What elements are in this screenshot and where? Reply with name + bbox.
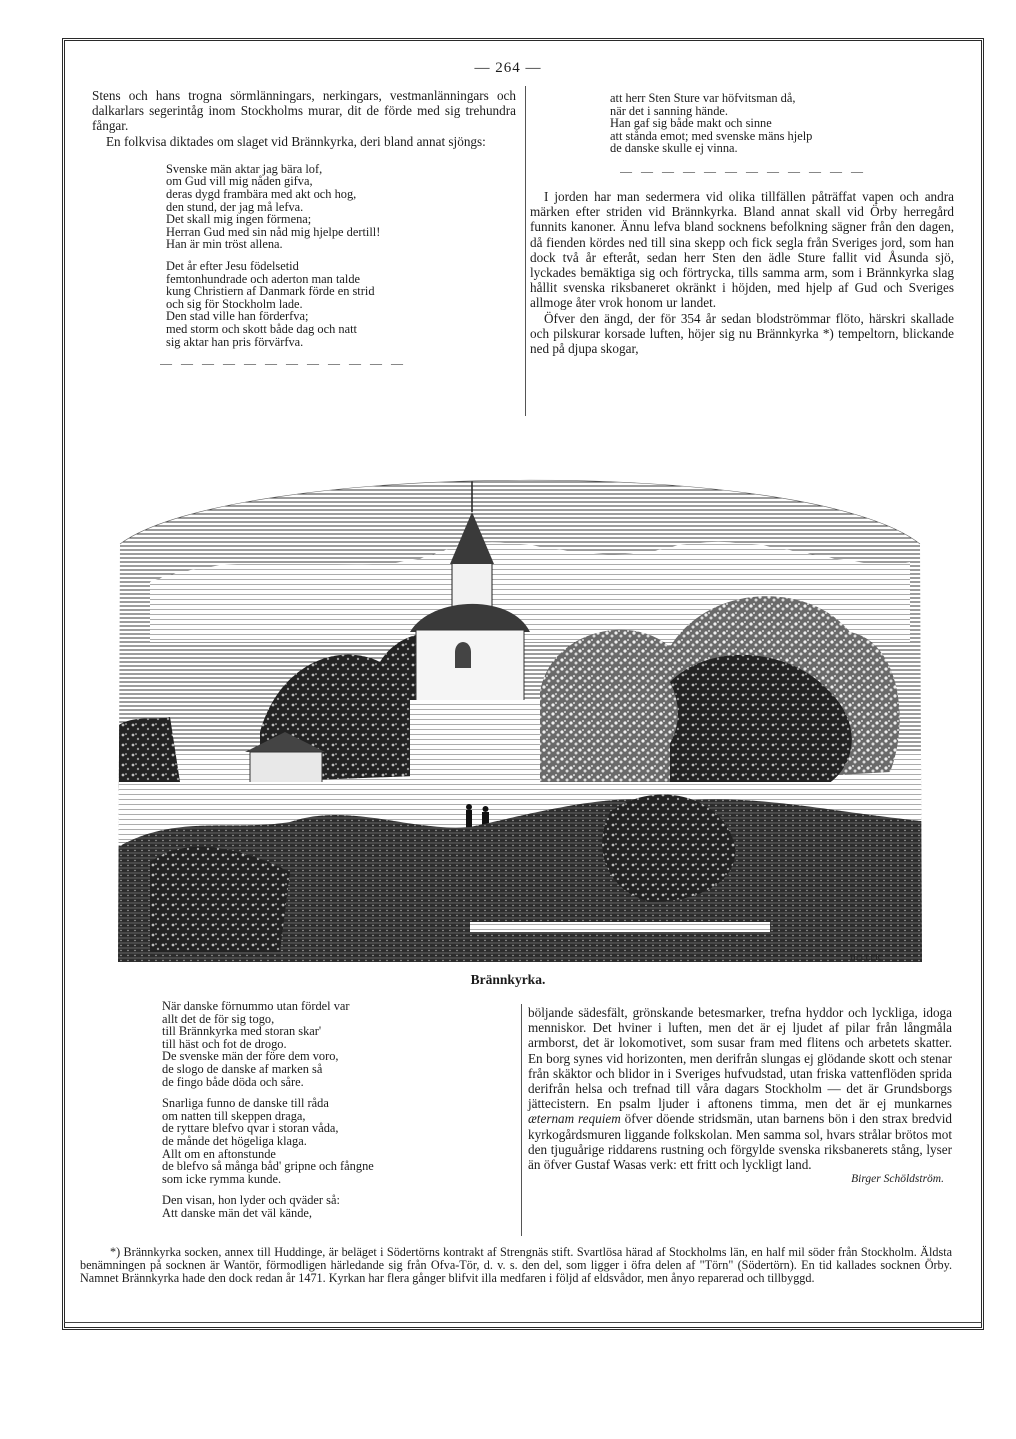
verse-block bbox=[610, 92, 954, 155]
stanza bbox=[162, 1000, 482, 1088]
church-engraving bbox=[110, 432, 930, 970]
verse-line: till Brännkyrka med storan skar' bbox=[162, 1024, 322, 1039]
verse-line: Det skall mig ingen förmena; bbox=[166, 212, 312, 227]
bottom-rule bbox=[64, 1322, 982, 1323]
verse-line: Han gaf sig både makt och sinne bbox=[610, 116, 772, 131]
stanza bbox=[162, 1097, 482, 1185]
verse-block bbox=[160, 161, 516, 370]
verse-line: Att danske män det väl kände, bbox=[162, 1205, 313, 1220]
verse-line: och sig för Stockholm lade. bbox=[166, 296, 303, 311]
verse-line: Allt om en aftonstunde bbox=[162, 1146, 276, 1161]
footnote-text: *) Brännkyrka socken, annex till Huddinge, är beläget i Södertörns kontrakt af Strengnäs stift. Svartlösa härad af Stockholms län, en half mil söder från Stockholm. Äldsta benämningen på socknen är Wantör, förmodligen härledande sig från Ofva-Tör, d. v. s. den del, som ligger i öfra delen af "Törn" (Södertörn). En tid kallades socknen Örby. Namnet Brännkyrka hade den dock redan år 1471. Kyrkan har flera gånger blifvit illa medfaren i följd af eldsvådor, men ånyo reparerad och tillbyggd. bbox=[80, 1245, 952, 1285]
footnote bbox=[80, 1246, 952, 1284]
verse-line: när det i sanning hände. bbox=[610, 103, 729, 118]
verse-line: om Gud vill mig nåden gifva, bbox=[166, 174, 313, 189]
verse-line: de fingo både döda och såre. bbox=[162, 1074, 304, 1089]
verse-line: att herr Sten Sture var höfvitsman då, bbox=[610, 91, 796, 105]
verse-line: femtonhundrade och aderton man talde bbox=[166, 271, 361, 286]
illustration-caption: Brännkyrka. bbox=[470, 972, 546, 987]
stanza bbox=[162, 1194, 482, 1219]
right-bottom-column bbox=[528, 1005, 952, 1187]
verse-line: allt det de för sig togo, bbox=[162, 1011, 275, 1026]
verse-line: De svenske män der före dem voro, bbox=[162, 1049, 339, 1064]
section-divider: — — — — — — — — — — — — bbox=[620, 164, 866, 177]
verse-line: om natten till skeppen draga, bbox=[162, 1108, 306, 1123]
verse-line: de danske skulle ej vinna. bbox=[610, 141, 738, 156]
left-top-column bbox=[92, 88, 516, 369]
latin-phrase: æternam requiem bbox=[528, 1111, 621, 1127]
column-rule bbox=[521, 1004, 522, 1236]
left-bottom-column bbox=[162, 1000, 482, 1229]
engraver-signature: HELLER bbox=[850, 953, 881, 962]
page-number: — 264 — bbox=[474, 60, 542, 76]
verse-line: deras dygd frambära med akt och hog, bbox=[166, 187, 357, 201]
column-rule bbox=[525, 86, 526, 416]
verse-line: När danske förnummo utan fördel var bbox=[162, 999, 350, 1013]
stanza bbox=[166, 260, 516, 348]
verse-line: de månde det högeliga klaga. bbox=[162, 1133, 307, 1148]
verse-line: kung Christiern af Danmark förde en strid bbox=[166, 284, 375, 299]
paragraph: Stens och hans trogna sörmlänningars, nerkingars, vestmanlänningars och dalkarlars segerintåg inom Stockholms murar, dit de förde med sig trehundra fångar. bbox=[92, 88, 516, 134]
paragraph: Öfver den ängd, der för 354 år sedan blodströmmar flöto, härskri skallade och pilskurar korsade luften, höjer sig nu Brännkyrka *) tempeltorn, blickande ned på djupa skogar, bbox=[530, 310, 954, 356]
verse-line: Den visan, hon lyder och qväder så: bbox=[162, 1193, 340, 1208]
verse-line: Snarliga funno de danske till råda bbox=[162, 1096, 329, 1111]
verse-line: sig aktar han pris förvärfva. bbox=[166, 334, 304, 349]
verse-line: Det år efter Jesu födelsetid bbox=[166, 258, 299, 273]
verse-line: Han är min tröst allena. bbox=[166, 237, 283, 252]
verse-line: till häst och fot de drogo. bbox=[162, 1036, 287, 1051]
verse-line: som icke rymma kunde. bbox=[162, 1171, 282, 1186]
right-top-column bbox=[530, 92, 954, 356]
verse-line: Svenske män aktar jag bära lof, bbox=[166, 161, 323, 176]
verse-line: Den stad ville han förderfva; bbox=[166, 309, 309, 324]
section-divider: — — — — — — — — — — — — bbox=[160, 357, 406, 370]
stanza bbox=[166, 163, 516, 251]
verse-line: de blefvo så många båd' gripne och fångne bbox=[162, 1159, 374, 1174]
verse-line: de ryttare blefvo qvar i storan våda, bbox=[162, 1121, 339, 1136]
verse-line: med storm och skott både dag och natt bbox=[166, 321, 357, 336]
verse-line: att stånda emot; med svenske mäns hjelp bbox=[610, 128, 813, 143]
paragraph bbox=[528, 1005, 952, 1172]
author-signature: Birger Schöldström. bbox=[851, 1173, 944, 1186]
paragraph: En folkvisa diktades om slaget vid Brännkyrka, deri bland annat sjöngs: bbox=[106, 133, 486, 149]
paragraph-text: öfver döende stridsmän, utan barnens bön i den strax bredvid kyrkogårdsmuren liggande folkskolan. Men samma sol, hvars strålar brötos mot den tjuguårige riddarens rustning och förgylde svenska riksbanerets stång, lyser än öfver Gustaf Wasas verk: ett fritt och lyckligt land. bbox=[528, 1111, 953, 1173]
verse-line: den stund, der jag må lefva. bbox=[166, 199, 304, 214]
paragraph-text: böljande sädesfält, grönskande betesmarker, trefna hyddor och lyckliga, idoga menniskor. Det hviner i luften, men det är ej ljudet af pilar från långmåla armborst, det är lokomotivet, som susar fram med flitens och arbetets skatter. En borg synes vid horizonten, men derifrån slungas ej glödande skott och stenar från skäktor och blidor in i Sveriges hufvudstad, utan friska vattenflöden sprida derifrån helsa och trefnad till våra dagars Stockholm — det är Grundsborgs jättecistern. En psalm ljuder i aftonens timma, men det är ej munkarnes bbox=[528, 1005, 952, 1112]
verse-line: Herran Gud med sin nåd mig hjelpe dertill! bbox=[166, 224, 381, 239]
verse-line: de slogo de danske af marken så bbox=[162, 1061, 323, 1076]
paragraph: I jorden har man sedermera vid olika tillfällen påträffat vapen och andra märken efter striden vid Brännkyrka. Bland annat skall vid Örby herregård funnits kanoner. Ännu lefva bland socknens befolkning sägner från den dagen, då fienden kördes ned till sina skepp och fick segla från Sveriges jord, som han dock två år efteråt, sedan herr Sten den ädle Sture fallit vid Åsunda sjö, lyckades bemäktiga sig och förtrycka, tills samma arm, som i Brännkyrka slag hållit svenska riksbaneret okränkt i höjden, med hjelp af Gud och Sveriges allmoge åter vrok honom ur landet. bbox=[530, 188, 954, 311]
